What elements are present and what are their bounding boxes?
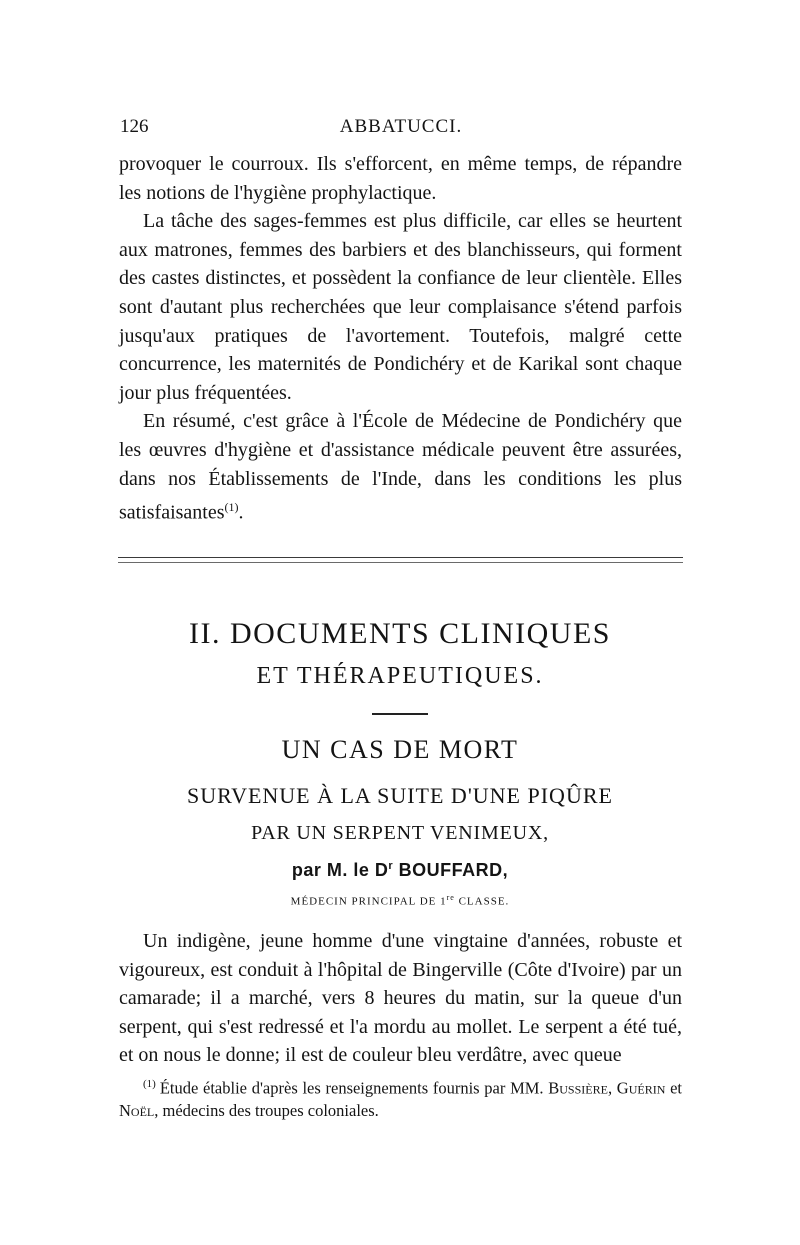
byline-sup: r <box>388 860 394 872</box>
author-name: BOUFFARD, <box>393 860 509 880</box>
article-body <box>119 927 682 1070</box>
paragraph-resume-text: En résumé, c'est grâce à l'École de Médecine de Pondichéry que les œuvres d'hygiène et d'assistance médicale peuvent être assurées, dans nos Établissements de l'Inde, dans les conditions les plus satisfaisantes <box>119 410 682 524</box>
affiliation-sup: re <box>446 893 455 902</box>
footnote-name-1: Bussière <box>548 1078 608 1098</box>
section-title-line2: ET THÉRAPEUTIQUES. <box>256 663 544 689</box>
paragraph-continuation: provoquer le courroux. Ils s'efforcent, en même temps, de répandre les notions de l'hygiène prophylactique. <box>119 153 682 204</box>
footnote-text-b: , médecins des troupes coloniales. <box>154 1100 379 1120</box>
paragraph-resume <box>119 407 682 527</box>
paragraph-sages-femmes: La tâche des sages-femmes est plus difficile, car elles se heurtent aux matrones, femmes des barbiers et des blanchisseurs, qui forment des castes distinctes, et possèdent la confiance de leur clientèle. Elles sont d'autant plus recherchées que leur complaisance s'étend parfois jusqu'aux pratiques de l'avortement. Toutefois, malgré cette concurrence, les maternités de Pondichéry et de Karikal sont chaque jour plus fréquentées. <box>119 210 682 404</box>
footnote-paragraph <box>119 1073 682 1122</box>
footnote-name-2: Guérin <box>616 1078 666 1098</box>
author-byline <box>100 860 700 881</box>
footnote-name-3: Noël <box>119 1100 155 1120</box>
running-title: ABBATUCCI. <box>339 116 463 137</box>
section-divider <box>118 557 683 563</box>
section-title-line1: II. DOCUMENTS CLINIQUES <box>189 617 611 650</box>
affiliation-suffix: CLASSE. <box>454 895 510 908</box>
article-title-line3: PAR UN SERPENT VENIMEUX, <box>251 822 549 844</box>
paragraph-resume-end: . <box>238 501 244 524</box>
affiliation-prefix: MÉDECIN PRINCIPAL DE 1 <box>290 895 447 908</box>
running-head <box>120 116 682 142</box>
article-title-line2: SURVENUE À LA SUITE D'UNE PIQÛRE <box>187 783 613 808</box>
byline-prefix: par M. le D <box>291 860 389 880</box>
article-paragraph: Un indigène, jeune homme d'une vingtaine d'années, robuste et vigoureux, est conduit à l'hôpital de Bingerville (Côte d'Ivoire) par un camarade; il a marché, vers 8 heures du matin, sur la queue d'un serpent, qui s'est redressé et l'a mordu au mollet. Le serpent a été tué, et on nous le donne; il est de couleur bleu verdâtre, avec queue <box>119 930 682 1067</box>
author-affiliation <box>100 893 700 908</box>
page-number: 126 <box>120 116 149 137</box>
footnote-mark: (1) <box>143 1078 156 1090</box>
footnote-sep-1: , <box>607 1078 617 1098</box>
article-title-line1: UN CAS DE MORT <box>281 735 519 764</box>
footnote-sep-2: et <box>665 1078 682 1098</box>
footnote-text-a: Étude établie d'après les renseignements fournis par MM. <box>159 1078 549 1098</box>
top-text-block <box>119 150 682 527</box>
footnote <box>119 1073 682 1122</box>
title-rule <box>372 713 428 715</box>
footnote-reference: (1) <box>224 500 239 515</box>
